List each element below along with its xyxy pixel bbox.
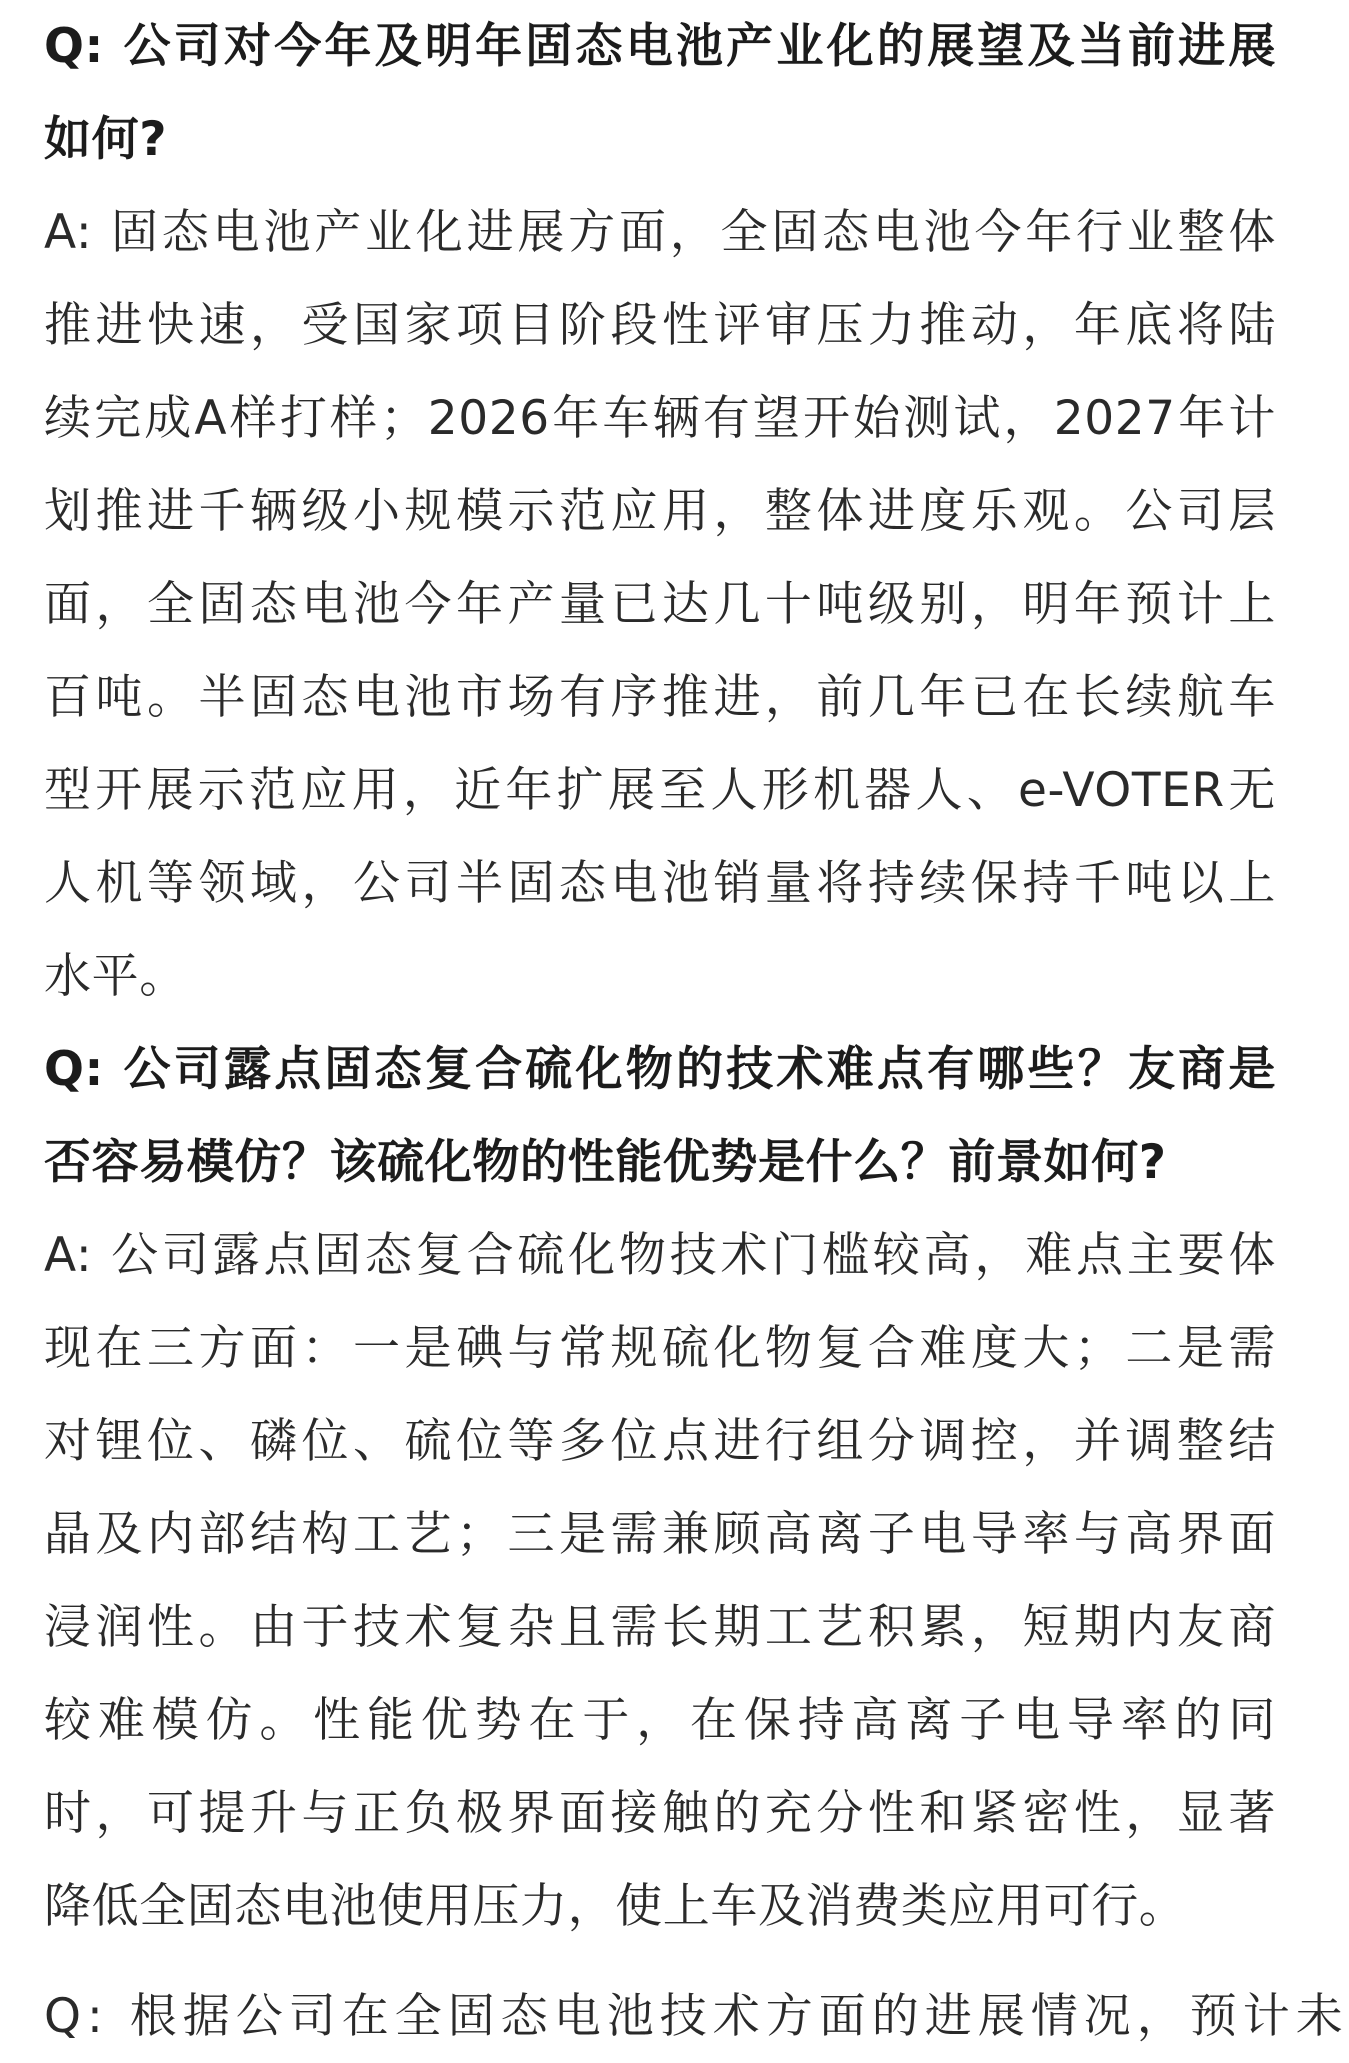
question-1: [44, 0, 1276, 186]
answer-line: 现在三方面：一是碘与常规硫化物复合难度大；二是需: [44, 1321, 1276, 1376]
cutoff-line: Q: 根据公司在全固态电池技术方面的进展情况，预计未: [44, 1989, 1349, 2044]
qa-item-1: [44, 0, 1276, 1023]
answer-1: [44, 186, 1276, 1023]
answer-2: [44, 1209, 1276, 1953]
cutoff-line-container: [44, 1955, 1349, 2044]
document-page: [44, 0, 1349, 2044]
qa-item-2: [44, 1023, 1276, 1953]
answer-line: 续完成A样打样；2026年车辆有望开始测试，2027年计: [44, 391, 1276, 446]
question-line: Q: 公司露点固态复合硫化物的技术难点有哪些？友商是: [44, 1042, 1276, 1097]
question-line: 否容易模仿？该硫化物的性能优势是什么？前景如何?: [44, 1135, 1167, 1190]
answer-line: 较难模仿。性能优势在于，在保持高离子电导率的同: [44, 1693, 1276, 1748]
answer-line: A: 公司露点固态复合硫化物技术门槛较高，难点主要体: [44, 1228, 1276, 1283]
answer-line: 划推进千辆级小规模示范应用，整体进度乐观。公司层: [44, 484, 1276, 539]
answer-line: 降低全固态电池使用压力，使上车及消费类应用可行。: [44, 1879, 1187, 1934]
answer-line: 水平。: [44, 949, 187, 1004]
answer-line: 浸润性。由于技术复杂且需长期工艺积累，短期内友商: [44, 1600, 1276, 1655]
question-line: Q: 公司对今年及明年固态电池产业化的展望及当前进展: [44, 19, 1276, 74]
answer-line: 型开展示范应用，近年扩展至人形机器人、e-VOTER无: [44, 763, 1276, 818]
answer-line: 时，可提升与正负极界面接触的充分性和紧密性，显著: [44, 1786, 1276, 1841]
answer-line: 百吨。半固态电池市场有序推进，前几年已在长续航车: [44, 670, 1276, 725]
question-2: [44, 1023, 1276, 1209]
answer-line: 对锂位、磷位、硫位等多位点进行组分调控，并调整结: [44, 1414, 1276, 1469]
answer-line: A: 固态电池产业化进展方面，全固态电池今年行业整体: [44, 205, 1276, 260]
answer-line: 面，全固态电池今年产量已达几十吨级别，明年预计上: [44, 577, 1276, 632]
answer-line: 晶及内部结构工艺；三是需兼顾高离子电导率与高界面: [44, 1507, 1276, 1562]
answer-line: 推进快速，受国家项目阶段性评审压力推动，年底将陆: [44, 298, 1276, 353]
question-line: 如何?: [44, 112, 168, 167]
answer-line: 人机等领域，公司半固态电池销量将持续保持千吨以上: [44, 856, 1276, 911]
